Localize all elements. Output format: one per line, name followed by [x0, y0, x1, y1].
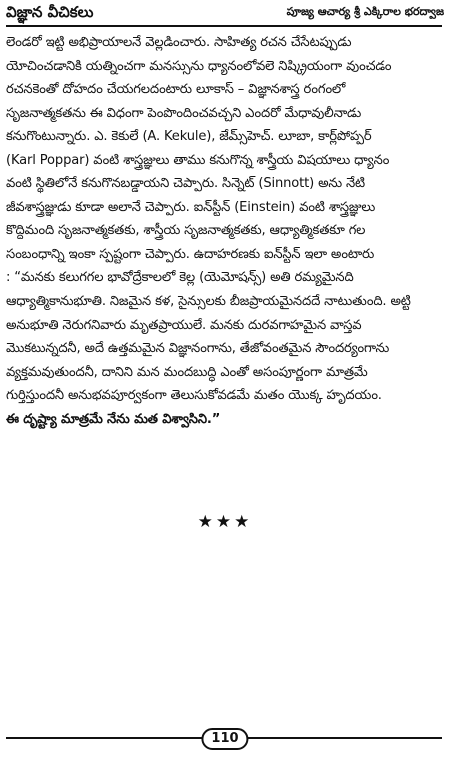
quote-line: వ్యక్తమవుతుందనీ, దానిని మన మందబుద్ధి ఎంతో అసంపూర్ణంగా మాత్రమే	[6, 364, 368, 380]
quote-last-line: ఈ దృష్ట్యా మాత్రమే నేను మత విశ్వాసిని.”	[6, 411, 221, 427]
quote-line: ఆధ్యాత్మికానుభూతి. నిజమైన కళ, సైన్సులకు బీజప్రాయమైనదదే నాటుతుంది. అట్టి	[6, 294, 411, 310]
running-header	[4, 2, 444, 24]
text-line: (Karl Poppar) వంటి శాస్త్రజ్ఞులు తాము కనుగొన్న శాస్త్రీయ విషయాలు ధ్యానం	[6, 152, 390, 168]
text-line: వంటి స్థితిలోనే కనుగొనబడ్డాయని చెప్పారు. సిన్నెట్ (Sinnott) అను నేటి	[6, 176, 366, 192]
body-text	[6, 31, 444, 431]
quote-line: గుర్తిస్తుందనీ అనుభవపూర్వకంగా తెలుసుకోవడమే మతం యొక్క హృదయం.	[6, 388, 382, 404]
text-line: రచనకెంతో దోహదం చేయగలదంటారు లూకాస్ – విజ్ఞానశాస్త్ర రంగంలో	[6, 82, 346, 98]
text-line: జీవశాస్త్రజ్ఞుడు కూడా అలానే చెప్పారు. ఐన్‌స్టీన్ (Einstein) వంటి శాస్త్రజ్ఞులు	[6, 199, 376, 215]
quote-line: అనుభూతి నెరుగనివారు మృతప్రాయులే. మనకు దురవగాహమైన వాస్తవ	[6, 317, 362, 333]
text-line: కొద్దిమంది సృజనాత్మకతకు, శాస్త్రీయ సృజనాత్మకతకు, ఆధ్యాత్మికతకూ గల	[6, 223, 366, 239]
header-rule	[6, 25, 442, 27]
page-number: 110	[201, 728, 248, 750]
quote-line: మొకటున్నదనీ, అదే ఉత్తమమైన విజ్ఞానంగాను, తేజోవంతమైన సౌందర్యంగాను	[6, 341, 390, 357]
text-line: యోచించడానికి యత్నించగా మనస్సును ధ్యానంలోవలె నిష్క్రియంగా వుంచడం	[6, 58, 392, 74]
text-line: సంబంధాన్ని ఇంకా స్పష్టంగా చెప్పారు. ఉదాహరణకు ఐన్‌స్టీన్ ఇలా అంటారు	[6, 246, 375, 262]
text-line: సృజనాత్మకతను ఈ విధంగా పెంపొందించవచ్చని ఎందరో మేధావులీనాడు	[6, 105, 362, 121]
text-line: లెండరో ఇట్టి అభిప్రాయాలనే వెల్లడించారు. సాహిత్య రచన చేసేటప్పుడు	[6, 35, 352, 50]
book-title: విజ్ఞాన వీచికలు	[6, 3, 94, 21]
section-divider-stars: ★★★	[197, 512, 253, 532]
author-name: పూజ్య ఆచార్య శ్రీ ఎక్కిరాల భరద్వాజ	[286, 5, 444, 18]
quote-line: : “మనకు కలుగగల భావోద్రేకాలలో కెల్ల (యెమోషన్స్) అతి రమ్యమైనది	[6, 270, 354, 286]
text-line: కనుగొంటున్నారు. ఎ. కెకులే (A. Kekule), జేమ్స్‌హెచ్. లూబా, కార్ల్‌పోప్పర్	[6, 129, 372, 145]
